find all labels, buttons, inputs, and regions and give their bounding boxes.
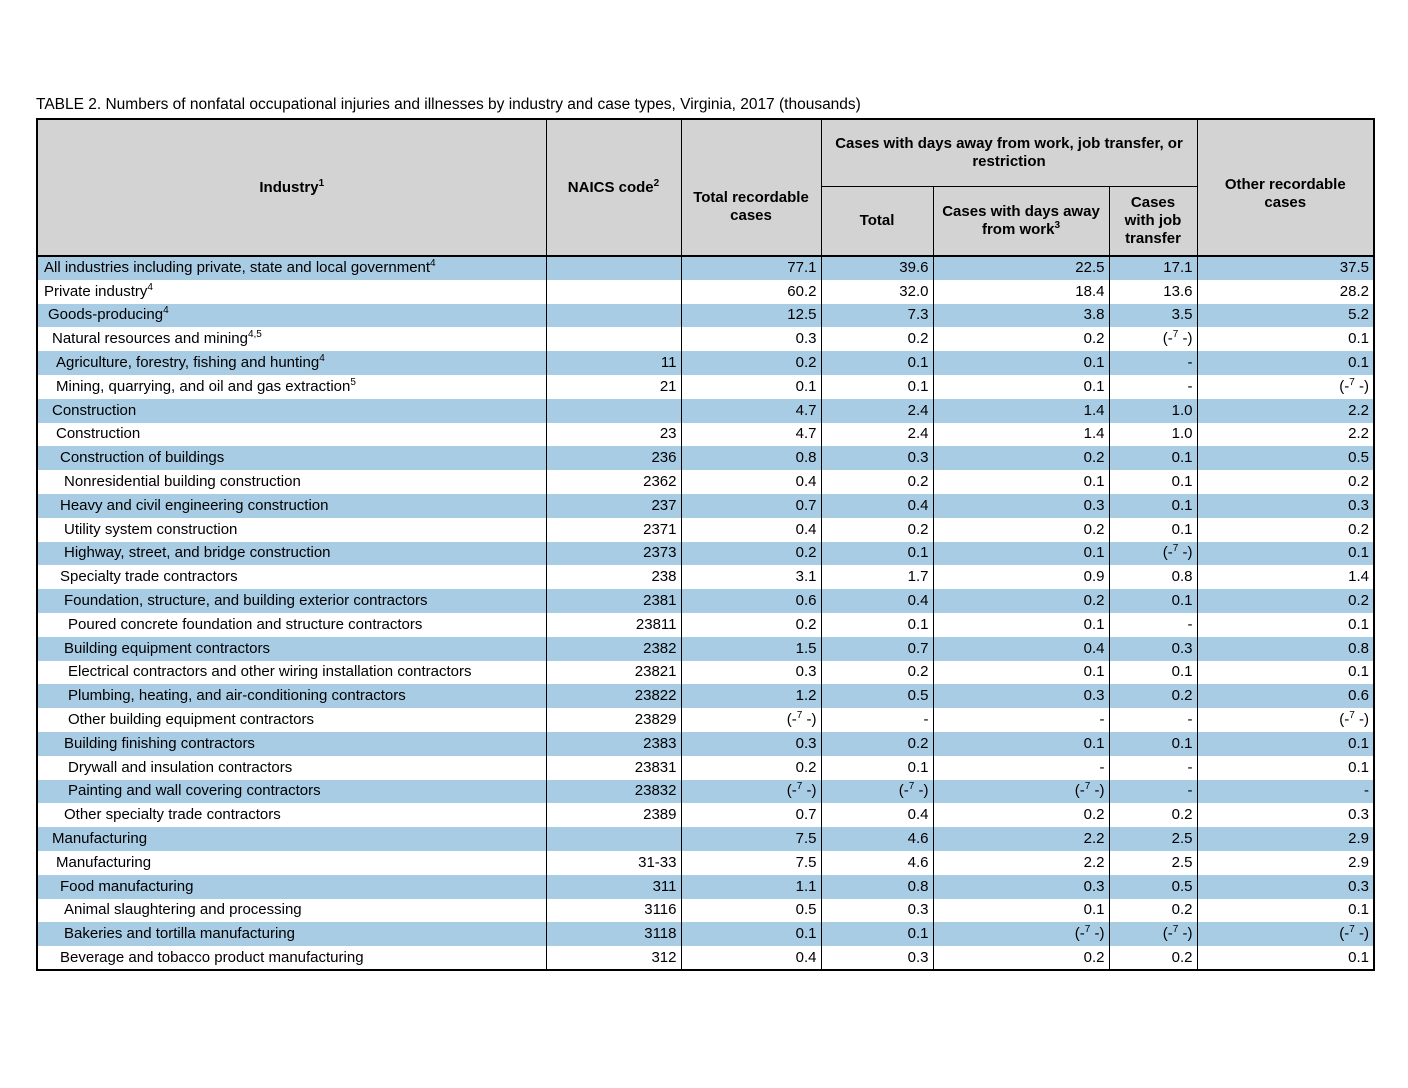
naics-cell <box>546 327 681 351</box>
other-recordable-cell: 0.1 <box>1197 756 1374 780</box>
table-row <box>37 851 1374 875</box>
dart-total-cell: 4.6 <box>821 851 933 875</box>
industry-label: Bakeries and tortilla manufacturing <box>64 925 295 943</box>
industry-footnote: 4,5 <box>247 329 262 341</box>
days-away-cell: 0.2 <box>933 803 1109 827</box>
header-industry <box>37 119 546 256</box>
other-recordable-cell: 0.8 <box>1197 637 1374 661</box>
other-recordable-cell: 0.1 <box>1197 661 1374 685</box>
total-recordable-cell: 1.1 <box>681 875 821 899</box>
table-row <box>37 875 1374 899</box>
other-recordable-cell: 0.3 <box>1197 803 1374 827</box>
naics-cell <box>546 827 681 851</box>
other-recordable-cell: 0.3 <box>1197 494 1374 518</box>
industry-label: Animal slaughtering and processing <box>64 901 302 919</box>
other-recordable-cell: - <box>1197 780 1374 804</box>
industry-label: Other specialty trade contractors <box>64 806 281 824</box>
table-row <box>37 922 1374 946</box>
naics-cell: 2362 <box>546 470 681 494</box>
table-row <box>37 494 1374 518</box>
table-row <box>37 756 1374 780</box>
other-recordable-cell: 37.5 <box>1197 256 1374 280</box>
total-recordable-cell: 1.5 <box>681 637 821 661</box>
other-recordable-cell: 1.4 <box>1197 565 1374 589</box>
dart-total-cell: 0.4 <box>821 494 933 518</box>
naics-cell: 3118 <box>546 922 681 946</box>
other-recordable-cell: 0.1 <box>1197 351 1374 375</box>
header-other-recordable-cases: Other recordable cases <box>1197 119 1374 256</box>
other-recordable-cell: 0.3 <box>1197 875 1374 899</box>
table-row <box>37 899 1374 923</box>
job-transfer-cell: 2.5 <box>1109 851 1197 875</box>
industry-label: Goods-producing <box>48 306 164 324</box>
industry-label: Food manufacturing <box>60 877 194 895</box>
table-row <box>37 256 1374 280</box>
header-naics-label: NAICS code <box>567 178 654 196</box>
naics-cell: 2371 <box>546 518 681 542</box>
industry-footnote: 4 <box>163 305 169 317</box>
other-recordable-cell: 0.2 <box>1197 589 1374 613</box>
dart-total-cell: - <box>821 708 933 732</box>
table-row <box>37 684 1374 708</box>
table-row <box>37 780 1374 804</box>
job-transfer-cell: 0.2 <box>1109 684 1197 708</box>
other-recordable-cell: 0.1 <box>1197 327 1374 351</box>
total-recordable-cell: 7.5 <box>681 851 821 875</box>
total-recordable-cell: 4.7 <box>681 399 821 423</box>
other-recordable-cell: 0.5 <box>1197 446 1374 470</box>
total-recordable-cell: 77.1 <box>681 256 821 280</box>
table-row <box>37 280 1374 304</box>
header-total-recordable-cases: Total recordable cases <box>681 119 821 256</box>
table-row <box>37 399 1374 423</box>
days-away-cell: (-$^7$ -) <box>933 922 1109 946</box>
dart-total-cell: 2.4 <box>821 399 933 423</box>
total-recordable-cell: 0.6 <box>681 589 821 613</box>
industry-cell <box>37 423 546 447</box>
job-transfer-cell: 0.8 <box>1109 565 1197 589</box>
industry-cell <box>37 780 546 804</box>
other-recordable-cell: 2.2 <box>1197 423 1374 447</box>
table-row <box>37 470 1374 494</box>
naics-cell: 31-33 <box>546 851 681 875</box>
days-away-cell: 0.2 <box>933 446 1109 470</box>
job-transfer-cell: 1.0 <box>1109 399 1197 423</box>
dart-total-cell: 0.3 <box>821 446 933 470</box>
industry-footnote: 5 <box>350 376 356 388</box>
naics-cell: 2383 <box>546 732 681 756</box>
other-recordable-cell: 28.2 <box>1197 280 1374 304</box>
naics-cell: 23 <box>546 423 681 447</box>
days-away-cell: 0.1 <box>933 542 1109 566</box>
dart-total-cell: 0.1 <box>821 375 933 399</box>
industry-label: Construction <box>56 425 141 443</box>
days-away-cell: (-$^7$ -) <box>933 780 1109 804</box>
total-recordable-cell: 0.7 <box>681 803 821 827</box>
industry-cell <box>37 756 546 780</box>
industry-footnote: 4 <box>430 258 436 270</box>
industry-cell <box>37 637 546 661</box>
job-transfer-cell: - <box>1109 756 1197 780</box>
header-job-transfer: Cases with job transfer <box>1109 186 1197 256</box>
industry-cell <box>37 304 546 328</box>
table-row <box>37 613 1374 637</box>
table-body <box>37 256 1374 970</box>
days-away-cell: 0.1 <box>933 470 1109 494</box>
total-recordable-cell: 0.2 <box>681 613 821 637</box>
days-away-cell: 0.2 <box>933 946 1109 970</box>
job-transfer-cell: 0.1 <box>1109 589 1197 613</box>
other-recordable-cell: 0.1 <box>1197 899 1374 923</box>
naics-cell: 312 <box>546 946 681 970</box>
table-row <box>37 542 1374 566</box>
other-recordable-cell: (-$^7$ -) <box>1197 922 1374 946</box>
days-away-cell: - <box>933 756 1109 780</box>
total-recordable-cell: 0.3 <box>681 732 821 756</box>
naics-cell: 11 <box>546 351 681 375</box>
days-away-cell: 0.3 <box>933 875 1109 899</box>
total-recordable-cell: 0.2 <box>681 351 821 375</box>
industry-label: Electrical contractors and other wiring installation contractors <box>68 663 472 681</box>
naics-cell: 21 <box>546 375 681 399</box>
job-transfer-cell: 0.3 <box>1109 637 1197 661</box>
industry-cell <box>37 946 546 970</box>
header-days-away-footnote: 3 <box>1054 219 1061 231</box>
industry-label: Mining, quarrying, and oil and gas extraction <box>56 377 351 395</box>
table-row <box>37 327 1374 351</box>
job-transfer-cell: 0.1 <box>1109 470 1197 494</box>
days-away-cell: 0.1 <box>933 375 1109 399</box>
table-row <box>37 565 1374 589</box>
table-row <box>37 423 1374 447</box>
total-recordable-cell: 0.4 <box>681 518 821 542</box>
industry-cell <box>37 803 546 827</box>
table-row <box>37 637 1374 661</box>
industry-cell <box>37 256 546 280</box>
industry-label: Manufacturing <box>52 830 148 848</box>
industry-cell <box>37 470 546 494</box>
naics-cell: 23832 <box>546 780 681 804</box>
naics-cell: 23811 <box>546 613 681 637</box>
industry-label: Construction <box>52 401 137 419</box>
days-away-cell: 3.8 <box>933 304 1109 328</box>
industry-label: Construction of buildings <box>60 449 225 467</box>
job-transfer-cell: 13.6 <box>1109 280 1197 304</box>
days-away-cell: 0.3 <box>933 494 1109 518</box>
total-recordable-cell: 0.2 <box>681 542 821 566</box>
industry-label: Plumbing, heating, and air-conditioning contractors <box>68 687 406 705</box>
total-recordable-cell: 0.3 <box>681 661 821 685</box>
naics-cell: 2373 <box>546 542 681 566</box>
header-naics-footnote: 2 <box>653 177 660 189</box>
job-transfer-cell: 0.5 <box>1109 875 1197 899</box>
industry-label: Building finishing contractors <box>64 734 255 752</box>
industry-label: Private industry <box>44 282 148 300</box>
header-days-away <box>933 186 1109 256</box>
industry-label: Natural resources and mining <box>52 330 248 348</box>
naics-cell <box>546 256 681 280</box>
job-transfer-cell: (-$^7$ -) <box>1109 922 1197 946</box>
job-transfer-cell: 0.1 <box>1109 446 1197 470</box>
other-recordable-cell: 2.2 <box>1197 399 1374 423</box>
days-away-cell: 0.2 <box>933 589 1109 613</box>
industry-cell <box>37 851 546 875</box>
days-away-cell: 0.9 <box>933 565 1109 589</box>
dart-total-cell: 0.8 <box>821 875 933 899</box>
header-naics-code <box>546 119 681 256</box>
naics-cell: 2389 <box>546 803 681 827</box>
dart-total-cell: 0.1 <box>821 756 933 780</box>
total-recordable-cell: 7.5 <box>681 827 821 851</box>
industry-label: Nonresidential building construction <box>64 473 301 491</box>
dart-total-cell: 39.6 <box>821 256 933 280</box>
total-recordable-cell: 0.4 <box>681 470 821 494</box>
days-away-cell: 0.1 <box>933 899 1109 923</box>
dart-total-cell: 0.1 <box>821 922 933 946</box>
dart-total-cell: 0.2 <box>821 732 933 756</box>
job-transfer-cell: 0.1 <box>1109 661 1197 685</box>
dart-total-cell: 0.2 <box>821 661 933 685</box>
naics-cell: 3116 <box>546 899 681 923</box>
dart-total-cell: 7.3 <box>821 304 933 328</box>
days-away-cell: 0.1 <box>933 732 1109 756</box>
days-away-cell: 18.4 <box>933 280 1109 304</box>
table-row <box>37 732 1374 756</box>
total-recordable-cell: 0.2 <box>681 756 821 780</box>
header-dart-total: Total <box>821 186 933 256</box>
naics-cell: 237 <box>546 494 681 518</box>
job-transfer-cell: 0.1 <box>1109 518 1197 542</box>
job-transfer-cell: 0.2 <box>1109 899 1197 923</box>
industry-cell <box>37 684 546 708</box>
industry-cell <box>37 351 546 375</box>
job-transfer-cell: 1.0 <box>1109 423 1197 447</box>
total-recordable-cell: 0.4 <box>681 946 821 970</box>
other-recordable-cell: (-$^7$ -) <box>1197 708 1374 732</box>
dart-total-cell: 0.3 <box>821 946 933 970</box>
dart-total-cell: 0.4 <box>821 589 933 613</box>
other-recordable-cell: 0.2 <box>1197 470 1374 494</box>
other-recordable-cell: 0.6 <box>1197 684 1374 708</box>
table-row <box>37 589 1374 613</box>
dart-total-cell: 0.2 <box>821 470 933 494</box>
header-industry-footnote: 1 <box>318 177 325 189</box>
industry-label: Highway, street, and bridge construction <box>64 544 331 562</box>
table-row <box>37 351 1374 375</box>
header-dart-group: Cases with days away from work, job transfer, or restriction <box>821 119 1197 186</box>
total-recordable-cell: 3.1 <box>681 565 821 589</box>
other-recordable-cell: (-$^7$ -) <box>1197 375 1374 399</box>
industry-cell <box>37 494 546 518</box>
industry-cell <box>37 399 546 423</box>
job-transfer-cell: - <box>1109 780 1197 804</box>
total-recordable-cell: 60.2 <box>681 280 821 304</box>
industry-label: Beverage and tobacco product manufacturing <box>60 948 364 966</box>
industry-cell <box>37 875 546 899</box>
naics-cell: 23829 <box>546 708 681 732</box>
job-transfer-cell: 0.1 <box>1109 494 1197 518</box>
job-transfer-cell: 0.2 <box>1109 946 1197 970</box>
other-recordable-cell: 2.9 <box>1197 827 1374 851</box>
industry-cell <box>37 542 546 566</box>
job-transfer-cell: 0.2 <box>1109 803 1197 827</box>
header-industry-label: Industry <box>259 178 319 196</box>
job-transfer-cell: (-$^7$ -) <box>1109 542 1197 566</box>
naics-cell: 23822 <box>546 684 681 708</box>
dart-total-cell: 0.2 <box>821 518 933 542</box>
dart-total-cell: 0.1 <box>821 542 933 566</box>
industry-cell <box>37 827 546 851</box>
other-recordable-cell: 0.1 <box>1197 613 1374 637</box>
naics-cell: 238 <box>546 565 681 589</box>
industry-cell <box>37 280 546 304</box>
other-recordable-cell: 5.2 <box>1197 304 1374 328</box>
industry-cell <box>37 899 546 923</box>
dart-total-cell: 0.1 <box>821 351 933 375</box>
naics-cell <box>546 399 681 423</box>
dart-total-cell: 0.7 <box>821 637 933 661</box>
dart-total-cell: 2.4 <box>821 423 933 447</box>
job-transfer-cell: 17.1 <box>1109 256 1197 280</box>
table-header <box>37 119 1374 256</box>
industry-label: Painting and wall covering contractors <box>68 782 321 800</box>
industry-cell <box>37 446 546 470</box>
industry-label: All industries including private, state and local government <box>44 259 431 277</box>
table-row <box>37 946 1374 970</box>
total-recordable-cell: 1.2 <box>681 684 821 708</box>
naics-cell: 23821 <box>546 661 681 685</box>
industry-cell <box>37 589 546 613</box>
dart-total-cell: 32.0 <box>821 280 933 304</box>
other-recordable-cell: 0.2 <box>1197 518 1374 542</box>
naics-cell: 23831 <box>546 756 681 780</box>
days-away-cell: 1.4 <box>933 423 1109 447</box>
dart-total-cell: 0.3 <box>821 899 933 923</box>
days-away-cell: 0.2 <box>933 327 1109 351</box>
job-transfer-cell: 0.1 <box>1109 732 1197 756</box>
industry-cell <box>37 708 546 732</box>
job-transfer-cell: 2.5 <box>1109 827 1197 851</box>
days-away-cell: - <box>933 708 1109 732</box>
dart-total-cell: 1.7 <box>821 565 933 589</box>
days-away-cell: 1.4 <box>933 399 1109 423</box>
job-transfer-cell: - <box>1109 375 1197 399</box>
job-transfer-cell: - <box>1109 613 1197 637</box>
table-row <box>37 518 1374 542</box>
total-recordable-cell: 4.7 <box>681 423 821 447</box>
days-away-cell: 0.1 <box>933 351 1109 375</box>
industry-footnote: 4 <box>147 281 153 293</box>
industry-cell <box>37 661 546 685</box>
naics-cell: 2381 <box>546 589 681 613</box>
dart-total-cell: (-$^7$ -) <box>821 780 933 804</box>
industry-footnote: 4 <box>319 353 325 365</box>
total-recordable-cell: 0.3 <box>681 327 821 351</box>
table-title: TABLE 2. Numbers of nonfatal occupational injuries and illnesses by industry and case types, Virginia, 2017 (thousands) <box>36 96 861 113</box>
other-recordable-cell: 0.1 <box>1197 542 1374 566</box>
industry-cell <box>37 327 546 351</box>
naics-cell: 236 <box>546 446 681 470</box>
industry-label: Foundation, structure, and building exterior contractors <box>64 592 428 610</box>
days-away-cell: 2.2 <box>933 827 1109 851</box>
days-away-cell: 0.4 <box>933 637 1109 661</box>
job-transfer-cell: - <box>1109 708 1197 732</box>
other-recordable-cell: 2.9 <box>1197 851 1374 875</box>
header-days-away-label: Cases with days away from work <box>942 202 1100 238</box>
job-transfer-cell: (-$^7$ -) <box>1109 327 1197 351</box>
total-recordable-cell: 0.5 <box>681 899 821 923</box>
dart-total-cell: 4.6 <box>821 827 933 851</box>
table-row <box>37 375 1374 399</box>
industry-cell <box>37 613 546 637</box>
table-row <box>37 446 1374 470</box>
days-away-cell: 0.1 <box>933 613 1109 637</box>
industry-label: Poured concrete foundation and structure contractors <box>68 615 423 633</box>
industry-label: Specialty trade contractors <box>60 568 238 586</box>
total-recordable-cell: 0.1 <box>681 375 821 399</box>
industry-label: Heavy and civil engineering construction <box>60 496 329 514</box>
industry-label: Utility system construction <box>64 520 238 538</box>
dart-total-cell: 0.1 <box>821 613 933 637</box>
industry-label: Manufacturing <box>56 853 152 871</box>
naics-cell <box>546 304 681 328</box>
naics-cell: 311 <box>546 875 681 899</box>
naics-cell <box>546 280 681 304</box>
total-recordable-cell: 0.7 <box>681 494 821 518</box>
industry-cell <box>37 732 546 756</box>
dart-total-cell: 0.4 <box>821 803 933 827</box>
table-row <box>37 708 1374 732</box>
job-transfer-cell: - <box>1109 351 1197 375</box>
other-recordable-cell: 0.1 <box>1197 946 1374 970</box>
dart-total-cell: 0.5 <box>821 684 933 708</box>
industry-cell <box>37 565 546 589</box>
table-row <box>37 803 1374 827</box>
total-recordable-cell: 0.1 <box>681 922 821 946</box>
days-away-cell: 0.3 <box>933 684 1109 708</box>
industry-cell <box>37 518 546 542</box>
industry-label: Other building equipment contractors <box>68 711 314 729</box>
total-recordable-cell: (-$^7$ -) <box>681 780 821 804</box>
total-recordable-cell: (-$^7$ -) <box>681 708 821 732</box>
industry-label: Agriculture, forestry, fishing and hunting <box>56 354 320 372</box>
days-away-cell: 0.2 <box>933 518 1109 542</box>
dart-total-cell: 0.2 <box>821 327 933 351</box>
table-row <box>37 661 1374 685</box>
industry-cell <box>37 375 546 399</box>
total-recordable-cell: 12.5 <box>681 304 821 328</box>
industry-cell <box>37 922 546 946</box>
days-away-cell: 0.1 <box>933 661 1109 685</box>
injuries-table <box>36 118 1375 971</box>
days-away-cell: 2.2 <box>933 851 1109 875</box>
job-transfer-cell: 3.5 <box>1109 304 1197 328</box>
industry-label: Building equipment contractors <box>64 639 270 657</box>
days-away-cell: 22.5 <box>933 256 1109 280</box>
table-row <box>37 827 1374 851</box>
table-row <box>37 304 1374 328</box>
total-recordable-cell: 0.8 <box>681 446 821 470</box>
industry-label: Drywall and insulation contractors <box>68 758 293 776</box>
naics-cell: 2382 <box>546 637 681 661</box>
other-recordable-cell: 0.1 <box>1197 732 1374 756</box>
